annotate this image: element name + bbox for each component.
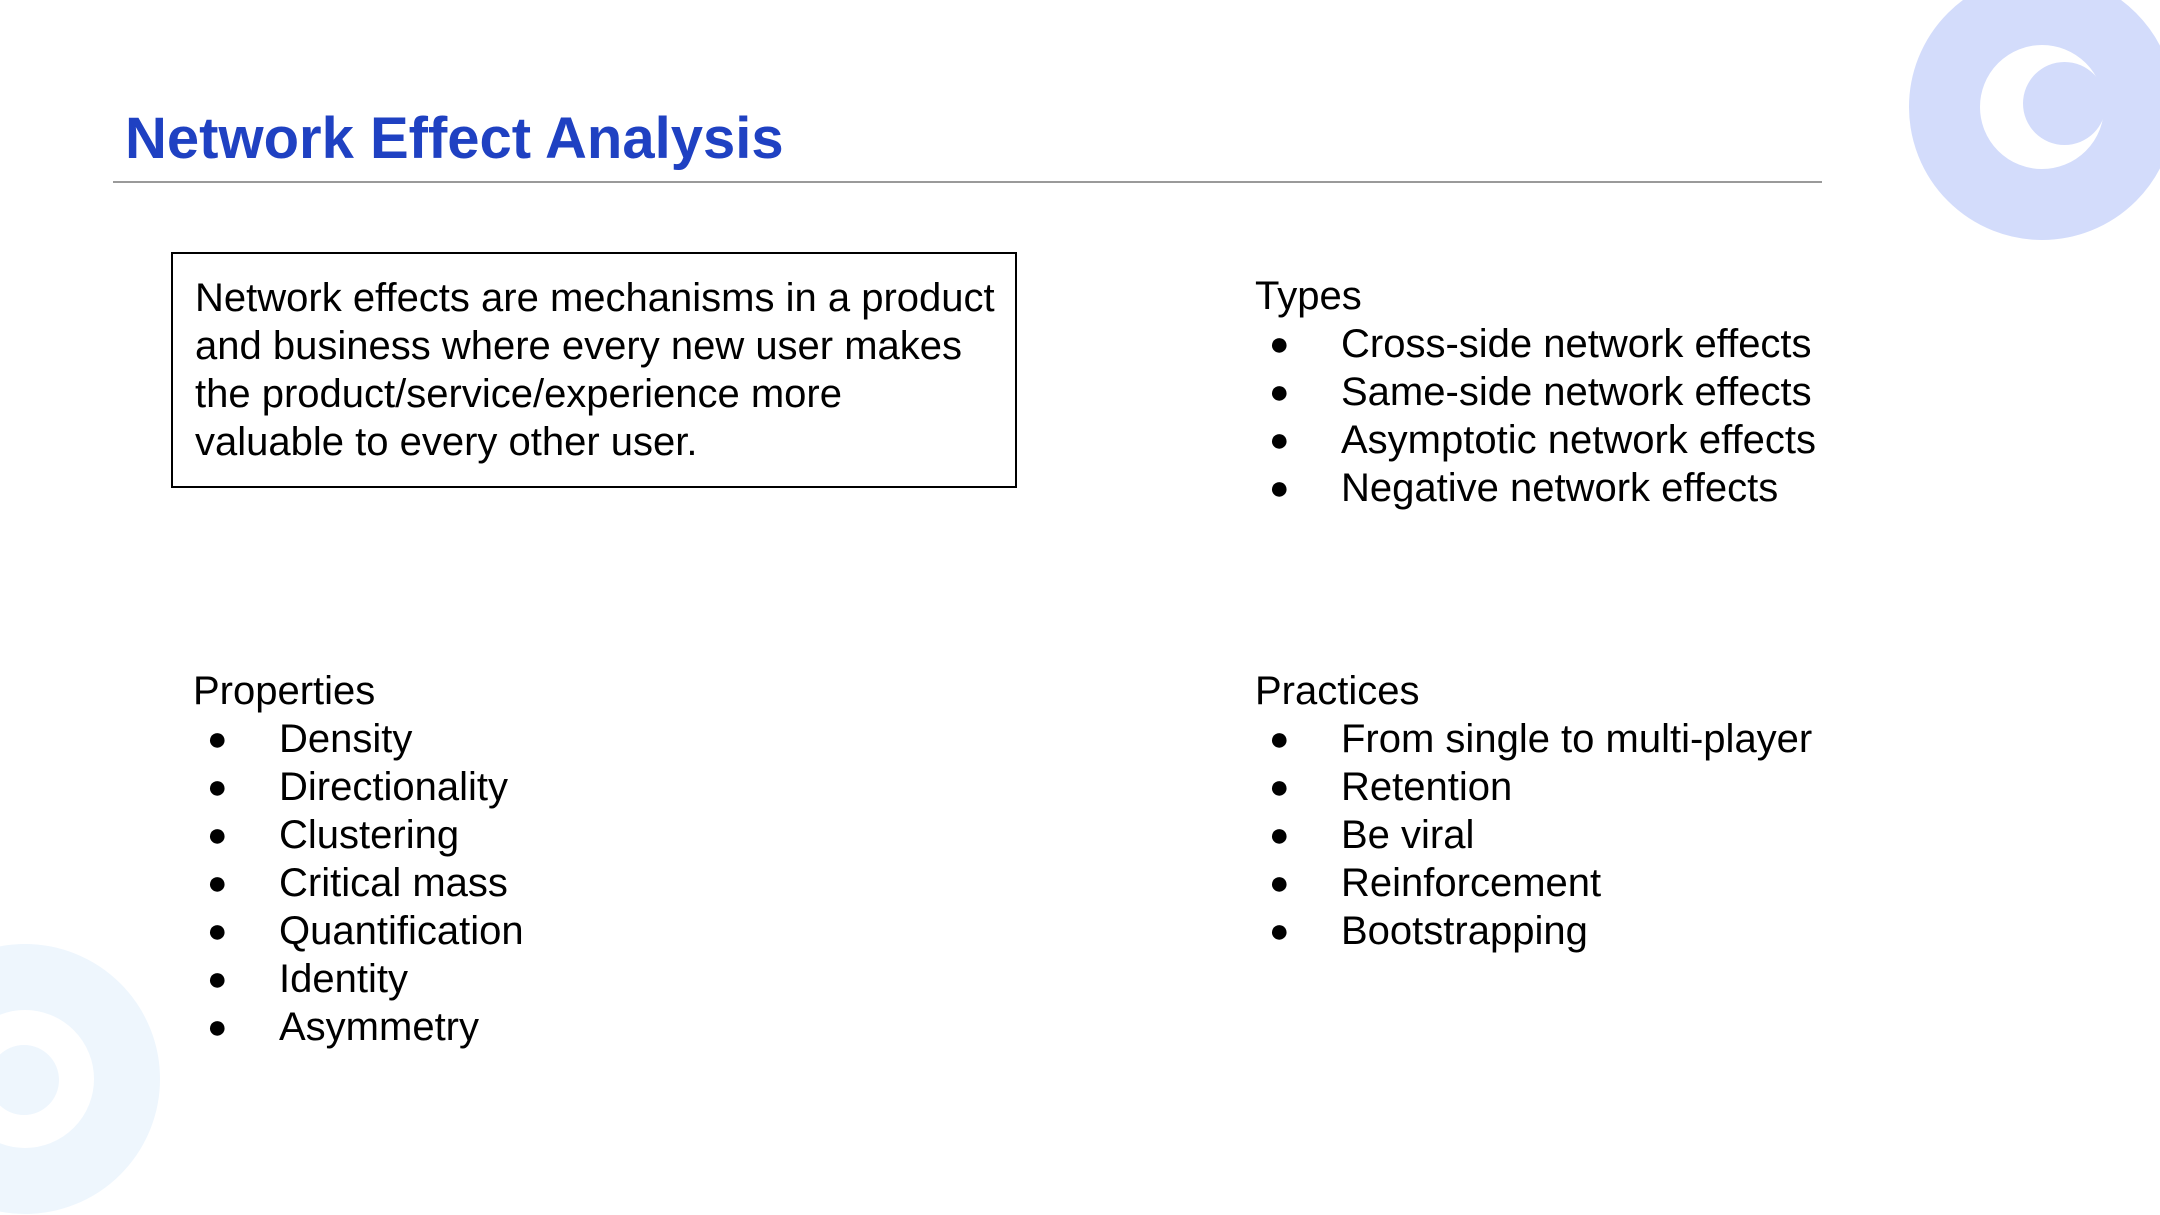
list-item-label: Asymmetry	[279, 1005, 479, 1049]
list-item-label: Asymptotic network effects	[1341, 418, 1816, 462]
list-item-label: Directionality	[279, 765, 508, 809]
types-section	[1255, 272, 1816, 512]
slide-title: Network Effect Analysis	[125, 106, 784, 171]
bullet-icon: ●	[207, 720, 228, 758]
list-item	[1255, 859, 1602, 907]
properties-heading: Properties	[193, 669, 376, 713]
bullet-icon: ●	[207, 768, 228, 806]
list-item	[1255, 368, 1812, 416]
list-item	[1255, 763, 1513, 811]
bullet-icon: ●	[207, 912, 228, 950]
bullet-icon: ●	[1269, 421, 1290, 459]
decorative-dot-top-right	[2023, 62, 2106, 145]
list-item-label: Identity	[279, 957, 408, 1001]
bullet-icon: ●	[1269, 373, 1290, 411]
bullet-icon: ●	[207, 864, 228, 902]
title-divider	[113, 181, 1822, 183]
bullet-icon: ●	[207, 960, 228, 998]
list-item-label: Quantification	[279, 909, 524, 953]
list-item-label: Retention	[1341, 765, 1513, 809]
bullet-icon: ●	[1269, 720, 1290, 758]
bullet-icon: ●	[1269, 469, 1290, 507]
bullet-icon: ●	[1269, 768, 1290, 806]
list-item	[193, 715, 413, 763]
bullet-icon: ●	[207, 816, 228, 854]
list-item-label: Same-side network effects	[1341, 370, 1812, 414]
list-item	[193, 811, 460, 859]
list-item	[1255, 715, 1813, 763]
bullet-icon: ●	[1269, 912, 1290, 950]
bullet-icon: ●	[207, 1008, 228, 1046]
bullet-icon: ●	[1269, 816, 1290, 854]
list-item	[193, 763, 508, 811]
list-item-label: Reinforcement	[1341, 861, 1602, 905]
practices-list	[1255, 715, 1813, 955]
list-item	[193, 955, 408, 1003]
list-item-label: Negative network effects	[1341, 466, 1779, 510]
list-item-label: From single to multi-player	[1341, 717, 1813, 761]
properties-list	[193, 715, 524, 1051]
types-heading: Types	[1255, 274, 1362, 318]
bullet-icon: ●	[1269, 864, 1290, 902]
properties-section	[193, 667, 524, 1051]
list-item-label: Bootstrapping	[1341, 909, 1588, 953]
list-item-label: Clustering	[279, 813, 460, 857]
list-item-label: Density	[279, 717, 413, 761]
list-item	[1255, 907, 1588, 955]
definition-box: Network effects are mechanisms in a product and business where every new user makes the product/service/experience more valuable to every other user.	[171, 252, 1017, 488]
list-item	[1255, 320, 1812, 368]
list-item	[193, 859, 508, 907]
list-item	[1255, 464, 1779, 512]
list-item-label: Critical mass	[279, 861, 508, 905]
types-list	[1255, 320, 1816, 512]
practices-section	[1255, 667, 1813, 955]
list-item	[1255, 811, 1475, 859]
bullet-icon: ●	[1269, 325, 1290, 363]
list-item	[193, 1003, 479, 1051]
list-item	[193, 907, 524, 955]
practices-heading: Practices	[1255, 669, 1420, 713]
list-item	[1255, 416, 1816, 464]
list-item-label: Cross-side network effects	[1341, 322, 1812, 366]
list-item-label: Be viral	[1341, 813, 1475, 857]
